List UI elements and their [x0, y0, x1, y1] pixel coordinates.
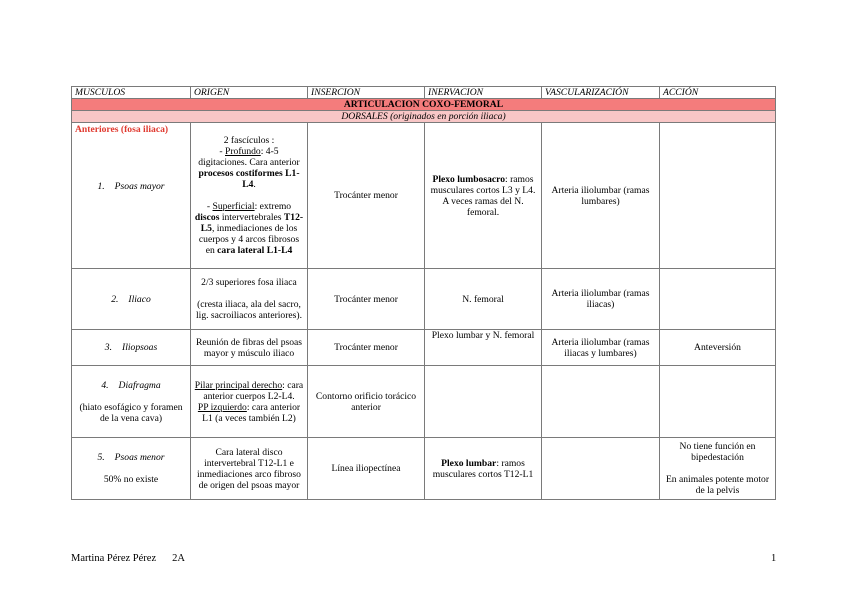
origin-text: : 4-5 digitaciones. Cara anterior — [198, 146, 300, 168]
origin-underline: Profundo — [225, 146, 261, 157]
action-cell — [660, 269, 776, 330]
muscle-number: 2. — [111, 293, 119, 305]
muscle-cell — [72, 269, 191, 330]
table-row — [72, 366, 776, 438]
group-label: 2A — [172, 553, 185, 564]
vascular-cell — [542, 438, 660, 500]
innervation-cell — [425, 438, 542, 500]
action-text: En animales potente motor de la pelvis — [665, 474, 770, 496]
origin-text: , inmediaciones de los cuerpos y 4 arcos fibrosos en — [198, 223, 300, 256]
innervation-cell — [425, 366, 542, 438]
innervation-text: : ramos musculares cortos L3 y L4. A veces ramas del N. femoral. — [430, 173, 536, 218]
insertion-cell: Contorno orificio torácico anterior — [308, 366, 425, 438]
origin-text: 2/3 superiores fosa iliaca — [201, 277, 297, 288]
muscle-name: Iliaco — [128, 293, 151, 305]
header-row — [72, 87, 776, 99]
table-row — [72, 330, 776, 366]
section-band — [72, 99, 776, 111]
muscle-number: 3. — [104, 342, 112, 353]
innervation-bold: Plexo lumbosacro — [432, 173, 506, 185]
origin-cell — [191, 269, 308, 330]
muscle-name: Diafragma — [118, 379, 161, 391]
group-label: Anteriores (fosa iliaca) — [75, 124, 169, 135]
page-number: 1 — [771, 553, 777, 564]
origin-text: : cara anterior cuerpos L2-L4. — [203, 379, 304, 402]
origin-underline: PP izquierdo — [197, 401, 247, 413]
muscle-cell — [72, 123, 191, 269]
insertion-cell: Línea iliopectínea — [308, 438, 425, 500]
vascular-cell — [542, 366, 660, 438]
vascular-cell: Arteria iliolumbar (ramas iliacas y lumbares) — [542, 330, 660, 366]
vascular-cell: Arteria iliolumbar (ramas lumbares) — [542, 123, 660, 269]
insertion-cell: Trocánter menor — [308, 269, 425, 330]
innervation-bold: Plexo lumbar — [441, 457, 497, 469]
muscle-table — [71, 86, 776, 500]
innervation-text: : ramos musculares cortos T12-L1 — [432, 457, 534, 480]
origin-text: - — [219, 146, 225, 157]
action-cell — [660, 438, 776, 500]
table-row — [72, 269, 776, 330]
action-cell — [660, 366, 776, 438]
origin-bold: discos — [194, 212, 220, 223]
origin-bold: T12-L5 — [200, 212, 304, 234]
innervation-cell — [425, 123, 542, 269]
vascular-cell: Arteria iliolumbar (ramas iliacas) — [542, 269, 660, 330]
section-title: ARTICULACION COXO-FEMORAL — [72, 99, 776, 111]
table-row — [72, 438, 776, 500]
origin-cell: Cara lateral disco intervertebral T12-L1 e inmediaciones arco fibroso de origen del psoas mayor — [191, 438, 308, 500]
col-header-origen: ORIGEN — [191, 87, 308, 99]
origin-underline: Superficial — [212, 201, 255, 212]
subsection-band — [72, 111, 776, 123]
origin-bold: procesos costiformes L1-L4 — [198, 168, 300, 190]
muscle-cell — [72, 366, 191, 438]
origin-bold: cara lateral L1-L4 — [217, 245, 293, 256]
muscle-number: 4. — [101, 379, 109, 391]
muscle-note: 50% no existe — [103, 474, 159, 485]
origin-text: 2 fascículos : — [223, 135, 275, 146]
origin-text: intervertebrales — [219, 212, 282, 223]
insertion-cell: Trocánter menor — [308, 330, 425, 366]
action-text: No tiene función en bipedestación — [679, 441, 756, 463]
table-row — [72, 123, 776, 269]
col-header-inervacion: INERVACION — [425, 87, 542, 99]
action-cell: Anteversión — [660, 330, 776, 366]
col-header-vascularizacion: VASCULARIZACIÓN — [542, 87, 660, 99]
col-header-insercion: INSERCION — [308, 87, 425, 99]
origin-text: (cresta iliaca, ala del sacro, lig. sacroiliacos anteriores). — [195, 299, 303, 321]
origin-underline: Pilar principal derecho — [194, 379, 283, 391]
origin-cell: 2 fascículos : - Profundo: 4-5 digitaciones. Cara anterior procesos costiformes L1-L4. - Superficial: extremo discos intervertebrales T12-L5, inmediaciones de los cuerpos y 4 arcos fibrosos en cara lateral L1-L4 — [191, 123, 308, 269]
origin-text: : cara anterior L1 (a veces también L2) — [202, 401, 301, 424]
origin-text: - — [206, 201, 213, 212]
innervation-cell: Plexo lumbar y N. femoral — [425, 330, 542, 366]
muscle-name: Iliopsoas — [122, 342, 158, 353]
origin-cell — [191, 366, 308, 438]
action-cell — [660, 123, 776, 269]
muscle-cell — [72, 438, 191, 500]
author-name: Martina Pérez Pérez — [71, 553, 157, 564]
muscle-name: Psoas menor — [114, 452, 165, 463]
muscle-number: 5. — [97, 452, 105, 463]
col-header-accion: ACCIÓN — [660, 87, 776, 99]
muscle-cell — [72, 330, 191, 366]
muscle-name: Psoas mayor — [114, 181, 165, 192]
origin-cell: Reunión de fibras del psoas mayor y músculo iliaco — [191, 330, 308, 366]
page-footer — [71, 553, 185, 564]
insertion-cell: Trocánter menor — [308, 123, 425, 269]
col-header-musculos: MUSCULOS — [72, 87, 191, 99]
muscle-note: (hiato esofágico y foramen de la vena cava) — [79, 401, 183, 424]
section-subtitle: DORSALES (originados en porción iliaca) — [72, 111, 776, 123]
innervation-cell: N. femoral — [425, 269, 542, 330]
muscle-number: 1. — [97, 181, 105, 192]
origin-text: : extremo — [254, 201, 292, 212]
